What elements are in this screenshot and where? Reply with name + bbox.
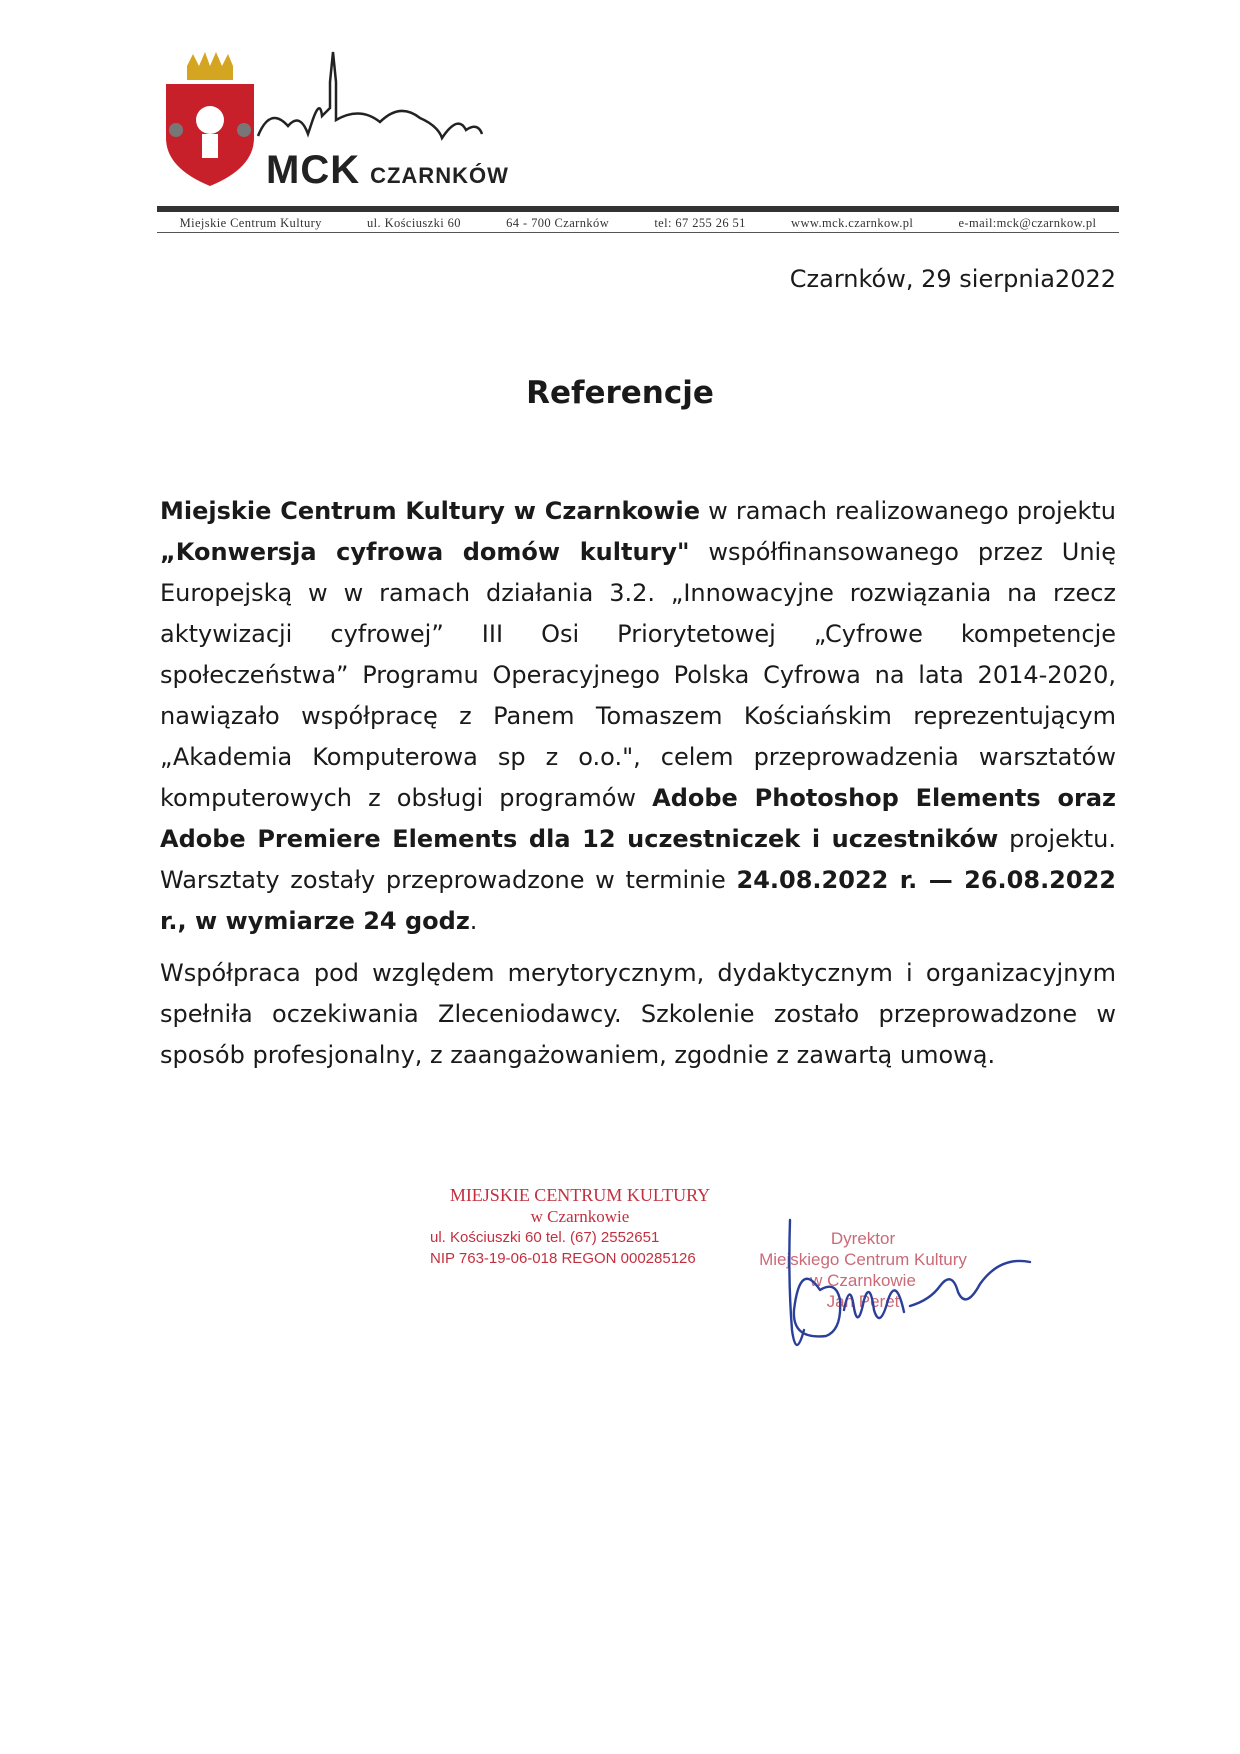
- contact-postcode: 64 - 700 Czarnków: [506, 215, 610, 230]
- skyline-drawing: [258, 52, 482, 138]
- stamp-line-2: w Czarnkowie: [530, 1207, 630, 1226]
- director-stamp-line-4: Jan Peret: [826, 1292, 900, 1311]
- paragraph1-text-b: współfinansowanego przez Unię Europejską w w ramach działania 3.2. „Innowacyjne rozwiązania na rzecz aktywizacji cyfrowej” III Osi Priorytetowej „Cyfrowe kompetencje społeczeństwa” Programu Operacyjnego Polska Cyfrowa na lata 2014-2020, nawiązało współpracę z Panem Tomaszem Kościańskim reprezentującym „Akademia Komputerowa sp z o.o.", celem przeprowadzenia warsztatów komputerowych z obsługi programów: [160, 538, 1116, 812]
- contact-website: www.mck.czarnkow.pl: [791, 215, 914, 230]
- header-rule-thick: [157, 206, 1119, 212]
- contact-email: e-mail:mck@czarnkow.pl: [958, 215, 1097, 230]
- contact-address: ul. Kościuszki 60: [367, 215, 461, 230]
- contact-org: Miejskie Centrum Kultury: [179, 215, 322, 230]
- dateline: Czarnków, 29 sierpnia2022: [789, 265, 1116, 293]
- project-name: „Konwersja cyfrowa domów kultury": [160, 538, 690, 566]
- document-title: Referencje: [526, 375, 714, 411]
- handwritten-signature: [780, 1200, 1060, 1370]
- org-name: Miejskie Centrum Kultury w Czarnkowie: [160, 497, 700, 525]
- paragraph-body-2: Współpraca pod względem merytorycznym, dydaktycznym i organizacyjnym spełniła oczekiwania Zleceniodawcy. Szkolenie zostało przeprowadzone w sposób profesjonalny, z zaangażowaniem, zgodnie z zawartą umową.: [160, 959, 1116, 1069]
- workshop-dates: 24.08.2022 r. — 26.08.2022 r., w wymiarze 24 godz: [160, 866, 1116, 935]
- paragraph1-text-a: w ramach realizowanego projektu: [699, 497, 1116, 525]
- paragraph-body-1: [160, 491, 1116, 942]
- institution-stamp: [430, 1185, 730, 1269]
- workshop-subject: Adobe Photoshop Elements oraz Adobe Premiere Elements dla 12 uczestniczek i uczestników: [160, 784, 1116, 853]
- stamp-line-3: ul. Kościuszki 60 tel. (67) 2552651: [430, 1229, 660, 1246]
- director-stamp-line-1: Dyrektor: [830, 1229, 896, 1248]
- coat-of-arms-icon: [166, 52, 254, 186]
- contact-phone: tel: 67 255 26 51: [654, 215, 746, 230]
- director-stamp-line-3: w Czarnkowie: [810, 1271, 916, 1290]
- letterhead-contact-line: [157, 215, 1119, 231]
- paragraph1-text-d: .: [469, 907, 478, 935]
- logo-town-text: CZARNKÓW: [370, 163, 509, 188]
- header-rule-thin: [157, 232, 1119, 233]
- stamp-line-4: NIP 763-19-06-018 REGON 000285126: [430, 1250, 696, 1267]
- logo-wordmark: [266, 148, 509, 193]
- logo-mck-text: MCK: [266, 148, 361, 192]
- director-stamp-line-2: Miejskiego Centrum Kultury: [759, 1250, 967, 1269]
- stamp-line-1: MIEJSKIE CENTRUM KULTURY: [449, 1185, 711, 1205]
- paragraph1-text-c: projektu. Warsztaty zostały przeprowadzone w terminie: [160, 825, 1117, 894]
